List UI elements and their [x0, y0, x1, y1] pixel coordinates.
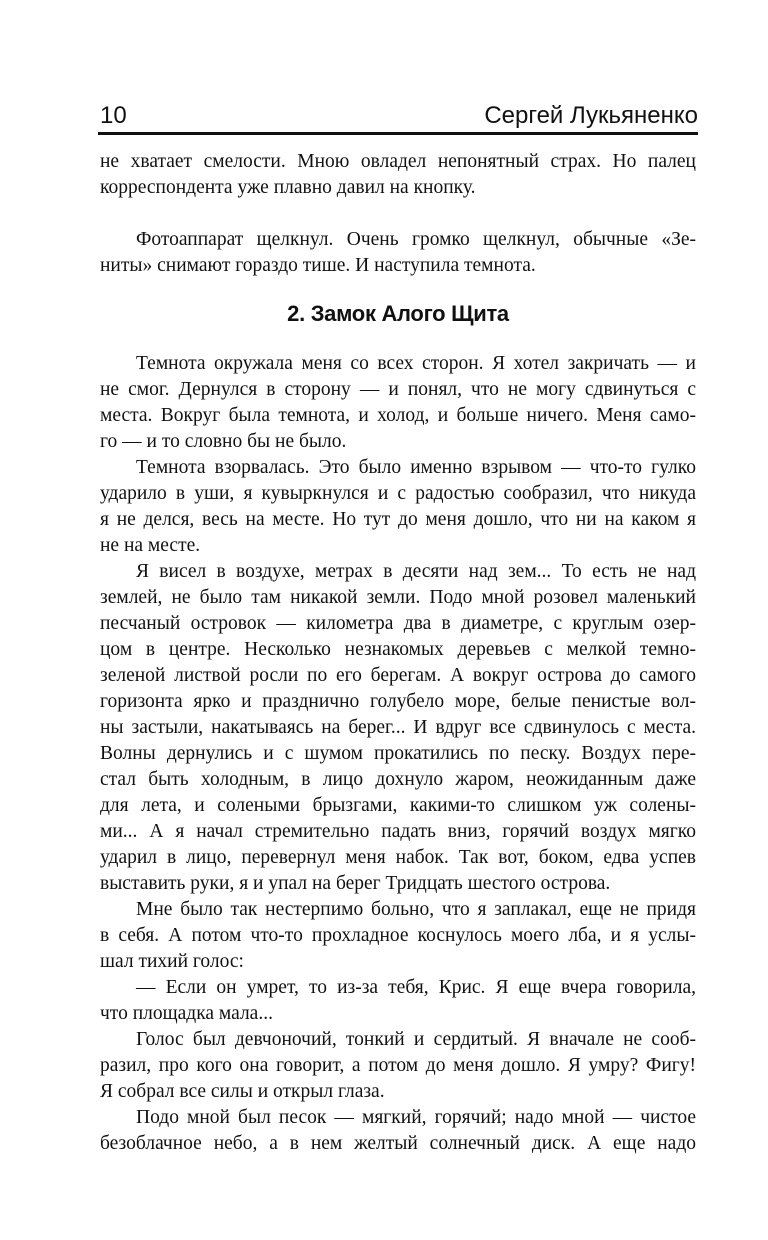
text-line: зеленой листвой росли по его берегам. А вокруг острова до самого	[100, 665, 696, 686]
text-line: безоблачное небо, а в нем желтый солнечный диск. А еще надо	[100, 1133, 696, 1154]
text-line: ны застыли, накатываясь на берег... И вдруг все сдвинулось с места.	[100, 717, 696, 738]
text-line: в себя. А потом что-то прохладное коснулось моего лба, и я услы-	[100, 925, 696, 946]
text-line: ниты» снимают гораздо тише. И наступила темнота.	[100, 255, 536, 276]
text-line: землей, не было там никакой земли. Подо мной розовел маленький	[100, 587, 696, 608]
text-line: Мне было так нестерпимо больно, что я заплакал, еще не придя	[136, 899, 696, 920]
text-line: Я собрал все силы и открыл глаза.	[100, 1081, 385, 1102]
text-line: ми... А я начал стремительно падать вниз, горячий воздух мягко	[100, 821, 696, 842]
text-line: выставить руки, я и упал на берег Тридцать шестого острова.	[100, 873, 611, 894]
text-line: Темнота взорвалась. Это было именно взрывом — что-то гулко	[136, 457, 696, 478]
chapter-title: 2. Замок Алого Щита	[287, 301, 509, 326]
text-line: ударило в уши, я кувыркнулся и с радостью сообразил, что никуда	[100, 483, 696, 504]
text-line: Фотоаппарат щелкнул. Очень громко щелкнул, обычные «Зе-	[136, 229, 696, 250]
text-line: Волны дернулись и с шумом прокатились по песку. Воздух пере-	[100, 743, 696, 764]
header-rule	[98, 132, 698, 135]
text-line: не на месте.	[100, 535, 201, 556]
text-line: места. Вокруг была темнота, и холод, и больше ничего. Меня само-	[100, 405, 696, 426]
text-line: ударил в лицо, перевернул меня набок. Так вот, боком, едва успев	[100, 847, 696, 868]
text-line: не хватает смелости. Мною овладел непонятный страх. Но палец	[100, 151, 696, 172]
text-line: — Если он умрет, то из-за тебя, Крис. Я еще вчера говорила,	[136, 977, 696, 998]
running-title: Сергей Лукьяненко	[484, 102, 698, 129]
text-line: шал тихий голос:	[100, 951, 244, 972]
text-line: песчаный островок — километра два в диаметре, с круглым озер-	[100, 613, 696, 634]
page-header	[98, 96, 698, 132]
text-line: горизонта ярко и празднично голубело море, белые пенистые вол-	[100, 691, 696, 712]
text-line: Я висел в воздухе, метрах в десяти над зем... То есть не над	[136, 561, 696, 582]
text-line: го — и то словно бы не было.	[100, 431, 347, 452]
text-line: Голос был девчоночий, тонкий и сердитый. Я вначале не сооб-	[136, 1029, 696, 1050]
text-line: для лета, и солеными брызгами, какими-то слишком уж солены-	[100, 795, 696, 816]
text-line: цом в центре. Несколько незнакомых деревьев с мелкой темно-	[100, 639, 696, 660]
text-line: корреспондента уже плавно давил на кнопку.	[100, 177, 476, 198]
text-line: Подо мной был песок — мягкий, горячий; надо мной — чистое	[136, 1107, 696, 1128]
text-line: стал быть холодным, в лицо дохнуло жаром, неожиданным даже	[100, 769, 696, 790]
text-line: разил, про кого она говорит, а потом до меня дошло. Я умру? Фигу!	[100, 1055, 696, 1076]
page-number: 10	[100, 102, 127, 129]
text-line: я не делся, весь на месте. Но тут до меня дошло, что ни на каком я	[100, 509, 696, 530]
text-line: Темнота окружала меня со всех сторон. Я хотел закричать — и	[136, 353, 696, 374]
text-line: что площадка мала...	[100, 1003, 273, 1024]
text-line: не смог. Дернулся в сторону — и понял, что не могу сдвинуться с	[100, 379, 696, 400]
